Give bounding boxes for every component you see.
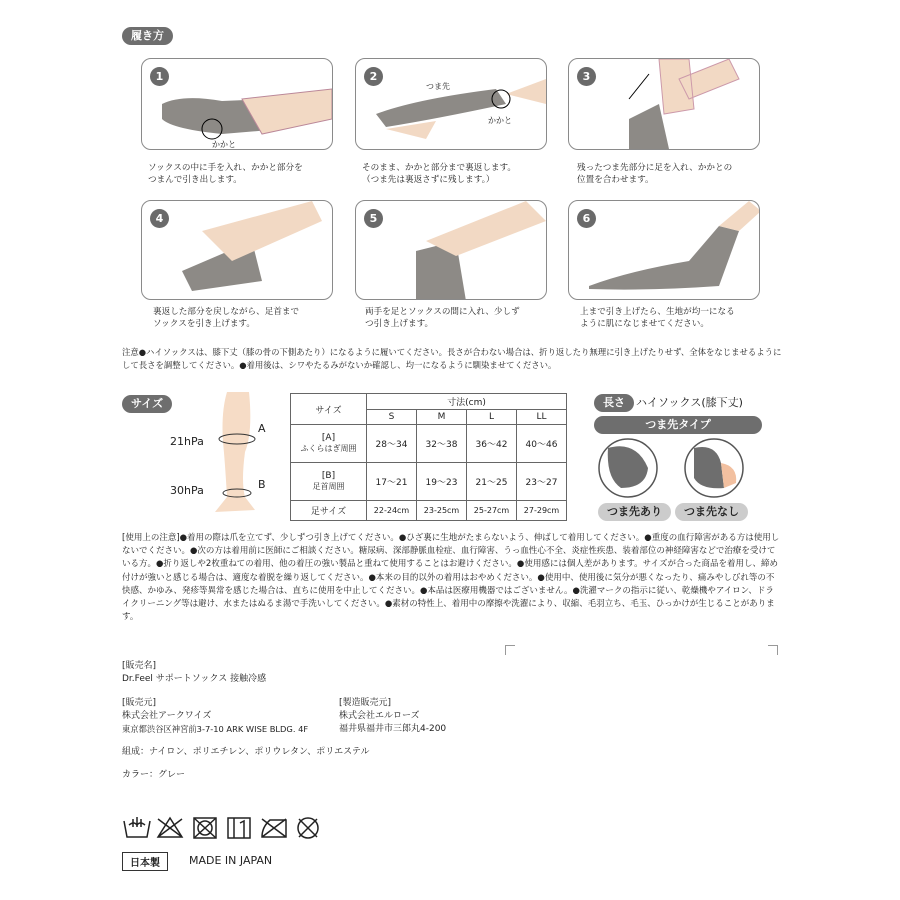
step-4-panel <box>141 200 333 300</box>
header-dimension: 寸法(cm) <box>367 394 567 410</box>
size-title: サイズ <box>122 395 172 413</box>
step-6-illustration <box>569 201 760 300</box>
no-bleach-icon <box>158 818 182 837</box>
cell: 36〜42 <box>467 425 517 463</box>
step-1-caption: ソックスの中に手を入れ、かかと部分を つまんで引き出します。 <box>148 163 303 185</box>
step-2-panel <box>355 58 547 150</box>
step-6-caption: 上まで引き上げたら、生地が均一になる ように肌になじませてください。 <box>580 307 735 329</box>
toe-label: つま先 <box>426 82 450 91</box>
cell: 28〜34 <box>367 425 417 463</box>
cell: 40〜46 <box>517 425 567 463</box>
step-1-panel <box>141 58 333 150</box>
toe-option-a: つま先あり <box>598 503 671 521</box>
product-name-label: [販売名] <box>122 661 157 671</box>
step-5-illustration <box>356 201 547 300</box>
row-sublabel: ふくらはぎ周囲 <box>300 444 357 453</box>
point-b-label: B <box>258 478 266 491</box>
hand-wash-icon <box>124 817 150 837</box>
step-number: 1 <box>150 67 169 86</box>
no-iron-icon <box>262 819 286 837</box>
length-badge: 長さ <box>594 394 634 412</box>
cell: 22-24cm <box>367 501 417 521</box>
cell: 17〜21 <box>367 463 417 501</box>
heel-label: かかと <box>488 116 512 125</box>
care-symbols <box>122 815 342 841</box>
step-number: 5 <box>364 209 383 228</box>
step-3-illustration <box>569 59 760 150</box>
cell: 23-25cm <box>417 501 467 521</box>
made-in-japan-badge: 日本製 <box>122 852 168 871</box>
step-2-illustration <box>356 59 547 150</box>
maker-name: 株式会社エルローズ <box>339 711 420 721</box>
step-number: 6 <box>577 209 596 228</box>
step-1-illustration <box>142 59 333 150</box>
toe-type-illustrations <box>596 438 766 498</box>
toe-option-b: つま先なし <box>675 503 748 521</box>
step-5-caption: 両手を足とソックスの間に入れ、少しず つ引き上げます。 <box>365 307 520 329</box>
heel-label: かかと <box>212 140 236 149</box>
pressure-a: 21hPa <box>170 435 204 448</box>
line-dry-icon <box>228 818 250 838</box>
made-in-japan-text: MADE IN JAPAN <box>189 854 273 867</box>
cell: 27-29cm <box>517 501 567 521</box>
step-2-caption: そのまま、かかと部分まで裏返します。 （つま先は裏返さずに残します。） <box>362 163 517 185</box>
step-3-caption: 残ったつま先部分に足を入れ、かかとの 位置を合わせます。 <box>577 163 733 185</box>
col-s: S <box>367 410 417 425</box>
cell: 23〜27 <box>517 463 567 501</box>
size-table <box>290 393 567 521</box>
howto-title: 履き方 <box>122 27 173 45</box>
row-label: [B] <box>321 471 336 481</box>
wearing-note: 注意●ハイソックスは、膝下丈（膝の骨の下側あたり）になるように履いてください。長さが合わない場合は、折り返したり無理に引き上げたりせず、全体をなじませるようにして長さを調整してください。●着用後は、シワやたるみがないか確認し、均一になるように馴染ませてください。 <box>122 347 782 370</box>
no-tumble-dry-icon <box>194 818 216 838</box>
step-6-panel <box>568 200 760 300</box>
step-4-caption: 裏返した部分を戻しながら、足首まで ソックスを引き上げます。 <box>153 307 300 329</box>
usage-cautions: [使用上の注意]●着用の際は爪を立てず、少しずつ引き上げてください。●ひざ裏に生地がたまらないよう、伸ばして着用してください。●重度の血行障害がある方は使用しないでください。●次の方は着用前に医師にご相談ください。糖尿病、深部静脈血栓症、血行障害、うっ血性心不全、炎症性疾患、装着部位の神経障害などで治療を受けている方。●折り返しや2枚重ねての着用、他の着圧の強い製品と重ねて使用することはお避けください。●使用感には個人差があります。サイズが合った商品を着用し、締め付けが強いと感じる場合は、適度な着脱を繰り返してください。●本来の目的以外の着用はおやめください。●使用中、使用後に気分が悪くなったり、痛みやしびれ等の不快感、かゆみ、発疹等異常を感じた場合は、直ちに使用を中止してください。●本品は医療用機器ではございません。●洗濯マークの指示に従い、乾燥機やアイロン、ドライクリーニング等は避け、水またはぬるま湯で手洗いしてください。●素材の特性上、着用中の摩擦や洗濯により、収縮、毛羽立ち、毛玉、ひっかけが生じることがあります。 <box>122 533 780 623</box>
material: 組成：ナイロン、ポリエチレン、ポリウレタン、ポリエステル <box>122 747 370 757</box>
col-ll: LL <box>517 410 567 425</box>
pressure-b: 30hPa <box>170 484 204 497</box>
col-l: L <box>467 410 517 425</box>
step-number: 2 <box>364 67 383 86</box>
step-number: 3 <box>577 67 596 86</box>
step-number: 4 <box>150 209 169 228</box>
color: カラー：グレー <box>122 770 186 780</box>
crop-mark <box>768 645 778 655</box>
seller-address: 東京都渋谷区神宮前3-7-10 ARK WISE BLDG. 4F <box>122 724 309 734</box>
table-row <box>291 463 567 501</box>
seller-name: 株式会社アークワイズ <box>122 711 212 721</box>
step-5-panel <box>355 200 547 300</box>
length-value: ハイソックス(膝下丈) <box>636 396 743 409</box>
cell: 19〜23 <box>417 463 467 501</box>
row-label: [A] <box>321 433 336 443</box>
step-4-illustration <box>142 201 333 300</box>
toe-type-title: つま先タイプ <box>594 416 762 434</box>
seller-label: [販売元] <box>122 698 157 708</box>
table-row <box>291 501 567 521</box>
leg-illustration <box>215 392 265 517</box>
cell: 25-27cm <box>467 501 517 521</box>
cell: 21〜25 <box>467 463 517 501</box>
header-size: サイズ <box>291 394 367 425</box>
step-3-panel <box>568 58 760 150</box>
row-label: 足サイズ <box>291 501 367 521</box>
table-row <box>291 425 567 463</box>
row-sublabel: 足首周囲 <box>312 482 345 491</box>
cell: 32〜38 <box>417 425 467 463</box>
crop-mark <box>505 645 515 655</box>
maker-address: 福井県福井市三郎丸4-200 <box>339 724 447 734</box>
product-name: Dr.Feel サポートソックス 接触冷感 <box>122 674 267 684</box>
no-dry-clean-icon <box>298 818 318 838</box>
maker-label: [製造販売元] <box>339 698 392 708</box>
point-a-label: A <box>258 422 266 435</box>
col-m: M <box>417 410 467 425</box>
